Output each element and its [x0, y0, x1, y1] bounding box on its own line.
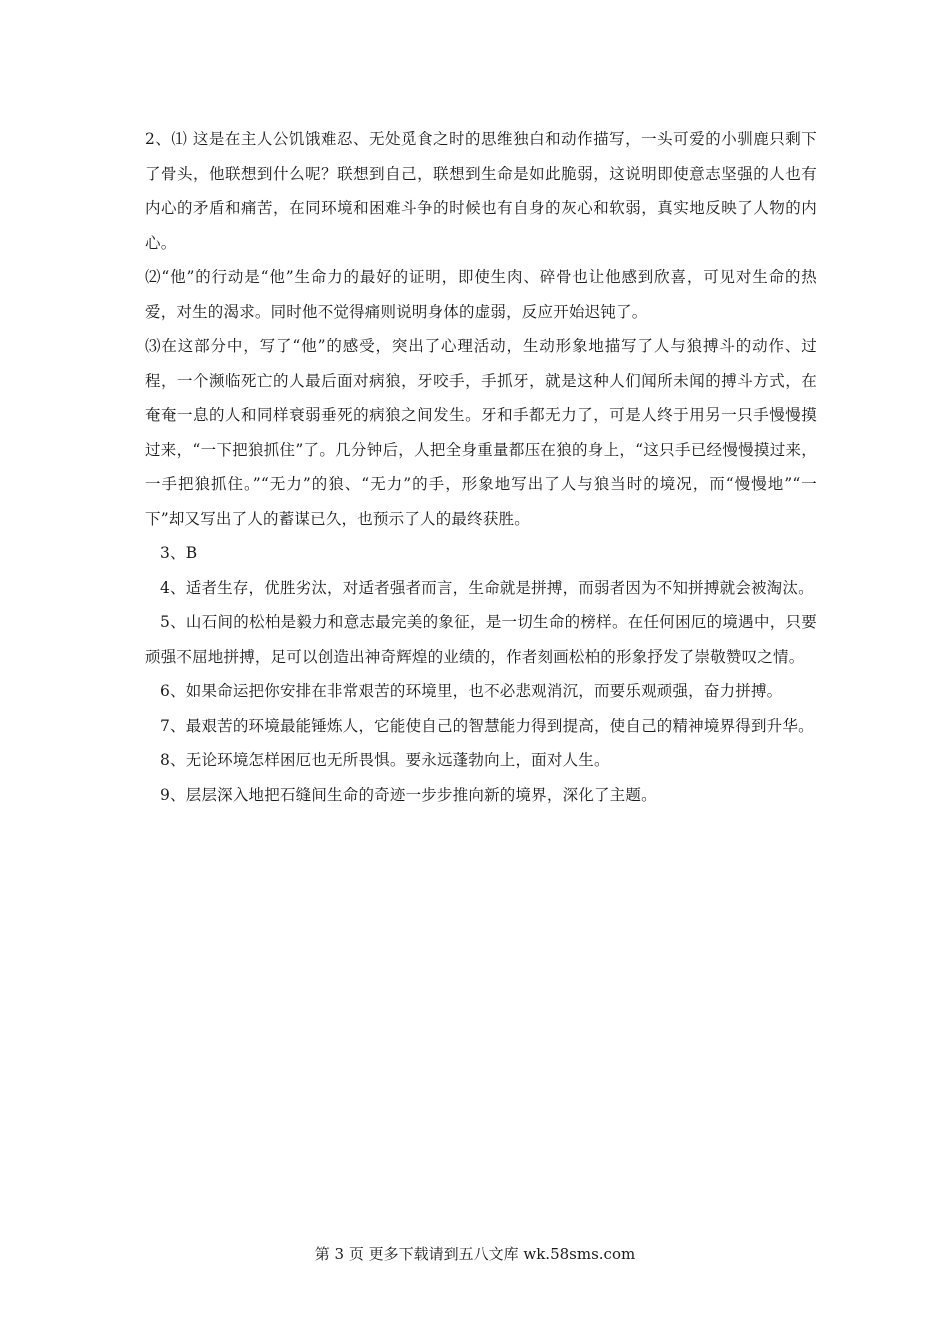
answer-paragraph-6: 6、如果命运把你安排在非常艰苦的环境里，也不必悲观消沉，而要乐观顽强，奋力拼搏。: [160, 682, 783, 700]
answer-paragraph-8: 8、无论环境怎样困厄也无所畏惧。要永远蓬勃向上，面对人生。: [160, 751, 610, 769]
page-footer: 第 3 页 更多下载请到五八文库 wk.58sms.com: [314, 1245, 636, 1263]
answer-paragraph-7: 7、最艰苦的环境最能锤炼人，它能使自己的智慧能力得到提高，使自己的精神境界得到升华。: [160, 716, 814, 735]
answer-paragraph-3: 3、B: [160, 544, 198, 562]
answer-paragraph-2-2: ⑵“他”的行动是“他”生命力的最好的证明，即使生肉、碎骨也让他感到欣喜，可见对生命的热爱，对生的渴求。同时他不觉得痛则说明身体的虚弱，反应开始迟钝了。: [145, 268, 817, 321]
answer-paragraph-5: 5、山石间的松柏是毅力和意志最完美的象征，是一切生命的榜样。在任何困厄的境遇中，只要顽强不屈地拼搏，足可以创造出神奇辉煌的业绩的，作者刻画松柏的形象抒发了崇敬赞叹之情。: [145, 613, 817, 666]
answer-paragraph-2-3: ⑶在这部分中，写了“他”的感受，突出了心理活动，生动形象地描写了人与狼搏斗的动作、过程，一个濒临死亡的人最后面对病狼，牙咬手，手抓牙，就是这种人们闻所未闻的搏斗方式，在奄奄一息的人和同样衰弱垂死的病狼之间发生。牙和手都无力了，可是人终于用另一只手慢慢摸过来，“一下把狼抓住”了。几分钟后，人把全身重量都压在狼的身上，“这只手已经慢慢摸过来，一手把狼抓住。”“无力”的狼、“无力”的手，形象地写出了人与狼当时的境况，而“慢慢地”“一下”却又写出了人的蓄谋已久，也预示了人的最终获胜。: [145, 337, 817, 528]
answer-content: [145, 122, 817, 812]
answer-paragraph-9: 9、层层深入地把石缝间生命的奇迹一步步推向新的境界，深化了主题。: [160, 785, 657, 804]
answer-paragraph-4: 4、适者生存，优胜劣汰，对适者强者而言，生命就是拼搏，而弱者因为不知拼搏就会被淘汰。: [160, 578, 814, 597]
answer-paragraph-2-1: 2、⑴ 这是在主人公饥饿难忍、无处觅食之时的思维独白和动作描写，一头可爱的小驯鹿只剩下了骨头，他联想到什么呢？联想到自己，联想到生命是如此脆弱，这说明即使意志坚强的人也有内心的矛盾和痛苦，在同环境和困难斗争的时候也有自身的灰心和软弱，真实地反映了人物的内心。: [145, 130, 817, 252]
